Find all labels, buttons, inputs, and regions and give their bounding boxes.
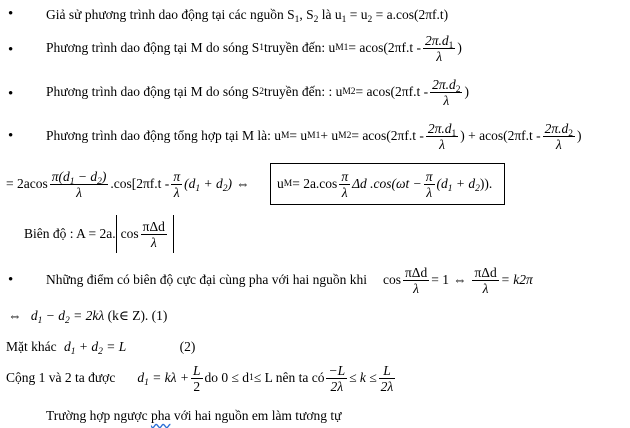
bullet-4: • [8,128,14,144]
line-3: Phương trình dao động tại M do sóng S 2 truyền đến: : u M2 = acos(2πf.t - $\frac{2\pi.d_2}{\lambda}$ ) [46,76,469,108]
line-1: Giả sử phương trình dao động tại các nguồn $S_1$, $S_2$ là $u_1 = u_2 = a.\cos(2\pi f.t)$ [46,7,449,25]
fraction: $\frac{\text{πΔd}}{\lambda}$ [404,264,428,296]
boxed-result: u M = 2a.cos $\frac{\pi}{\lambda}$ Δd .cos(ωt − $\frac{\pi}{\lambda}$ ($d_1 + d_2$ )). [270,163,505,205]
bullet-5: • [8,272,14,288]
bullet-2: • [8,42,14,58]
fraction: $\frac{\pi}{\lambda}$ [425,168,433,200]
bullet-3: • [8,86,14,102]
line-5: = 2acos $\frac{\pi(d_1 - d_2)}{\lambda}$ .cos[2πf.t - $\frac{\pi}{\lambda}$ $(d_1 + d_2)$ ⇔ [6,168,250,200]
line-4: Phương trình dao động tổng hợp tại M là: u M = u M1 + u M2 = acos(2πf.t - $\frac{2\pi.d_1}{\lambda}$ ) + acos(2πf.t - $\frac{2\pi.d_2}{\lambda}$ ) [46,120,582,152]
fraction: $\frac{L}{2}$ [193,362,201,394]
fraction: $\frac{2\pi.d_2}{\lambda}$ [432,76,461,108]
line-8: ⇔ $d_1 - d_2 = 2k\lambda$ (k∈ Z). (1) [8,308,168,326]
fraction: $\frac{2\pi.d_1}{\lambda}$ [424,32,454,64]
line-10: Cộng 1 và 2 ta được $d_1 = k\lambda$ + $\frac{L}{2}$ do 0 ≤ d 1 ≤ L nên ta có $\frac{-L}{2\lambda}$ ≤ k ≤ $\frac{L}{2\lambda}$ [6,362,394,394]
fraction: $\frac{2\pi.d_2}{\lambda}$ [544,120,574,152]
fraction: $\frac{L}{2\lambda}$ [380,362,394,394]
bullet-1: • [8,6,14,22]
fraction: $\frac{\pi(d_1 - d_2)}{\lambda}$ [51,168,107,200]
line-7: Những điểm có biên độ cực đại cùng pha với hai nguồn khi cos $\frac{\text{πΔd}}{\lambda}$ = 1 ⇔ $\frac{\text{πΔd}}{\lambda}$ = k2π [46,264,533,296]
line-6: Biên độ : A = 2a. cos $\frac{\text{πΔd}}{\lambda}$ [24,212,174,256]
spellcheck-underline: pha [150,408,171,423]
fraction: $\frac{\text{πΔd}}{\lambda}$ [142,218,165,250]
fraction: $\frac{-L}{2\lambda}$ [328,362,346,394]
fraction: $\frac{\pi}{\lambda}$ [173,168,181,200]
line-2: Phương trình dao động tại M do sóng S 1 truyền đến: u M1 = acos(2πf.t - $\frac{2\pi.d_1}{\lambda}$ ) [46,32,462,64]
line-9: Mặt khác $d_1 + d_2 = L$ (2) [6,339,196,357]
line-11: Trường hợp ngược pha với hai nguồn em làm tương tự [46,408,342,423]
absolute-value: cos $\frac{\text{πΔd}}{\lambda}$ [116,215,174,253]
fraction: $\frac{\pi}{\lambda}$ [341,168,349,200]
fraction: $\frac{\text{πΔd}}{\lambda}$ [474,264,497,296]
fraction: $\frac{2\pi.d_1}{\lambda}$ [427,120,457,152]
